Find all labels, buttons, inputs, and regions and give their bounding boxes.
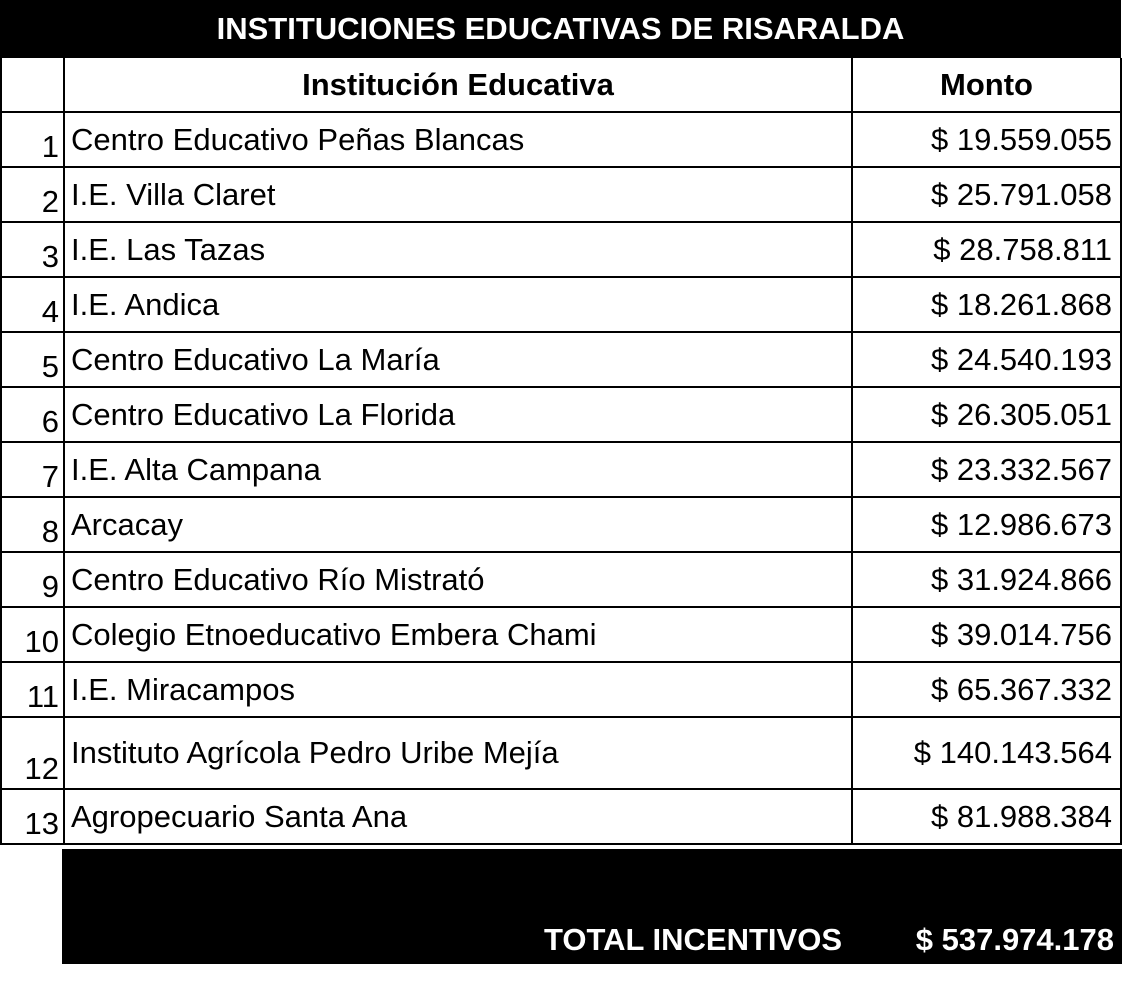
table-row: [0, 388, 1121, 443]
row-number: 7: [0, 443, 63, 498]
row-number: 13: [0, 790, 63, 845]
institution-name: Instituto Agrícola Pedro Uribe Mejía: [63, 718, 851, 790]
amount-value: $ 140.143.564: [851, 718, 1122, 790]
table-row: [0, 790, 1121, 845]
institution-name: Arcacay: [63, 498, 851, 553]
institution-name: Centro Educativo La María: [63, 333, 851, 388]
header-institution: Institución Educativa: [63, 58, 851, 113]
amount-value: $ 81.988.384: [851, 790, 1122, 845]
amount-value: $ 19.559.055: [851, 113, 1122, 168]
header-row: [0, 58, 1121, 113]
amount-value: $ 25.791.058: [851, 168, 1122, 223]
header-amount: Monto: [851, 58, 1122, 113]
row-number: 11: [0, 663, 63, 718]
table-row: [0, 223, 1121, 278]
institution-name: Centro Educativo La Florida: [63, 388, 851, 443]
table-row: [0, 718, 1121, 790]
institution-name: I.E. Alta Campana: [63, 443, 851, 498]
total-row: [62, 849, 1122, 964]
table-row: [0, 443, 1121, 498]
table-row: [0, 333, 1121, 388]
table-row: [0, 608, 1121, 663]
row-number: 12: [0, 718, 63, 790]
amount-value: $ 65.367.332: [851, 663, 1122, 718]
total-label: TOTAL INCENTIVOS: [544, 922, 842, 957]
header-number: [0, 58, 63, 113]
total-amount: $ 537.974.178: [915, 922, 1114, 957]
institution-name: I.E. Las Tazas: [63, 223, 851, 278]
amount-value: $ 24.540.193: [851, 333, 1122, 388]
row-number: 10: [0, 608, 63, 663]
row-number: 5: [0, 333, 63, 388]
table-row: [0, 278, 1121, 333]
row-number: 1: [0, 113, 63, 168]
amount-value: $ 18.261.868: [851, 278, 1122, 333]
table-title: INSTITUCIONES EDUCATIVAS DE RISARALDA: [0, 0, 1121, 58]
row-number: 9: [0, 553, 63, 608]
row-number: 4: [0, 278, 63, 333]
row-number: 3: [0, 223, 63, 278]
amount-value: $ 12.986.673: [851, 498, 1122, 553]
table-row: [0, 113, 1121, 168]
table-row: [0, 663, 1121, 718]
amount-value: $ 31.924.866: [851, 553, 1122, 608]
institution-name: Centro Educativo Peñas Blancas: [63, 113, 851, 168]
row-number: 8: [0, 498, 63, 553]
row-number: 2: [0, 168, 63, 223]
amount-value: $ 26.305.051: [851, 388, 1122, 443]
institution-name: Colegio Etnoeducativo Embera Chami: [63, 608, 851, 663]
amount-value: $ 39.014.756: [851, 608, 1122, 663]
amount-value: $ 23.332.567: [851, 443, 1122, 498]
institution-name: Agropecuario Santa Ana: [63, 790, 851, 845]
institution-name: I.E. Villa Claret: [63, 168, 851, 223]
institution-name: I.E. Miracampos: [63, 663, 851, 718]
institution-name: Centro Educativo Río Mistrató: [63, 553, 851, 608]
table-row: [0, 168, 1121, 223]
institution-name: I.E. Andica: [63, 278, 851, 333]
table-row: [0, 498, 1121, 553]
row-number: 6: [0, 388, 63, 443]
amount-value: $ 28.758.811: [851, 223, 1122, 278]
table-row: [0, 553, 1121, 608]
